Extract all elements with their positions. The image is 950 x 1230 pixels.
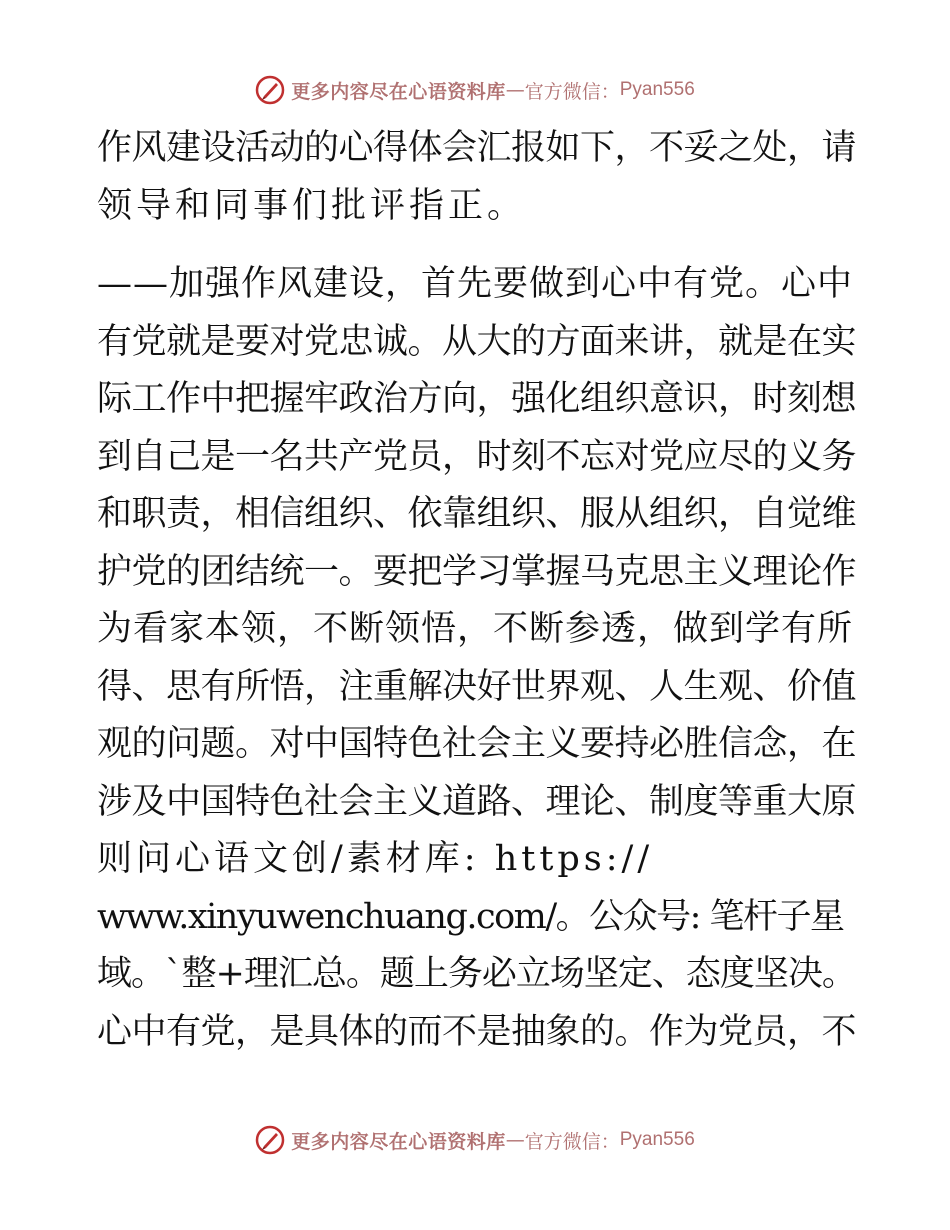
- body-line: www.xinyuwenchuang.com/。公众号: 笔杆子星: [97, 896, 844, 937]
- body-line: 域。`整+理汇总。题上务必立场坚定、态度坚决。: [97, 954, 856, 994]
- watermark-footer: [0, 1120, 950, 1160]
- body-line: 心中有党，是具体的而不是抽象的。作为党员，不: [97, 1011, 857, 1052]
- body-line: 观的问题。对中国特色社会主义要持必胜信念，在: [97, 724, 857, 764]
- body-line: 为看家本领，不断领悟，不断参透，做到学有所: [97, 609, 854, 649]
- watermark-separator: —: [505, 1129, 525, 1151]
- document-body: [97, 120, 857, 1061]
- body-line: 则问心语文创/素材库: https://: [97, 839, 654, 879]
- body-line: 涉及中国特色社会主义道路、理论、制度等重大原: [97, 781, 857, 822]
- body-line: ——加强作风建设，首先要做到心中有党。心中: [97, 264, 854, 304]
- body-line: 护党的团结统一。要把学习掌握马克思主义理论作: [97, 551, 857, 592]
- body-line: 作风建设活动的心得体会汇报如下，不妥之处，请: [97, 128, 857, 168]
- quill-logo-icon: [255, 1125, 285, 1155]
- body-line: 有党就是要对党忠诚。从大的方面来讲，就是在实: [97, 321, 857, 362]
- body-line: 得、思有所悟，注重解决好世界观、人生观、价值: [97, 666, 857, 707]
- body-line: 和职责，相信组织、依靠组织、服从组织，自觉维: [97, 494, 857, 534]
- watermark-separator: —: [505, 79, 525, 101]
- body-line: 际工作中把握牢政治方向，强化组织意识，时刻想: [97, 379, 857, 419]
- watermark-wechat-id: Pyan556: [619, 79, 695, 100]
- body-line: 领导和同事们批评指正。: [97, 185, 527, 226]
- watermark-label: 官方微信：: [524, 80, 620, 103]
- quill-logo-icon: [255, 75, 285, 105]
- watermark-header: [0, 70, 950, 110]
- watermark-wechat-id: Pyan556: [619, 1129, 695, 1150]
- body-line: 到自己是一名共产党员，时刻不忘对党应尽的义务: [97, 436, 857, 477]
- watermark-label: 官方微信：: [524, 1130, 620, 1153]
- watermark-text: 更多内容尽在心语资料库: [291, 80, 506, 103]
- watermark-text: 更多内容尽在心语资料库: [291, 1130, 506, 1153]
